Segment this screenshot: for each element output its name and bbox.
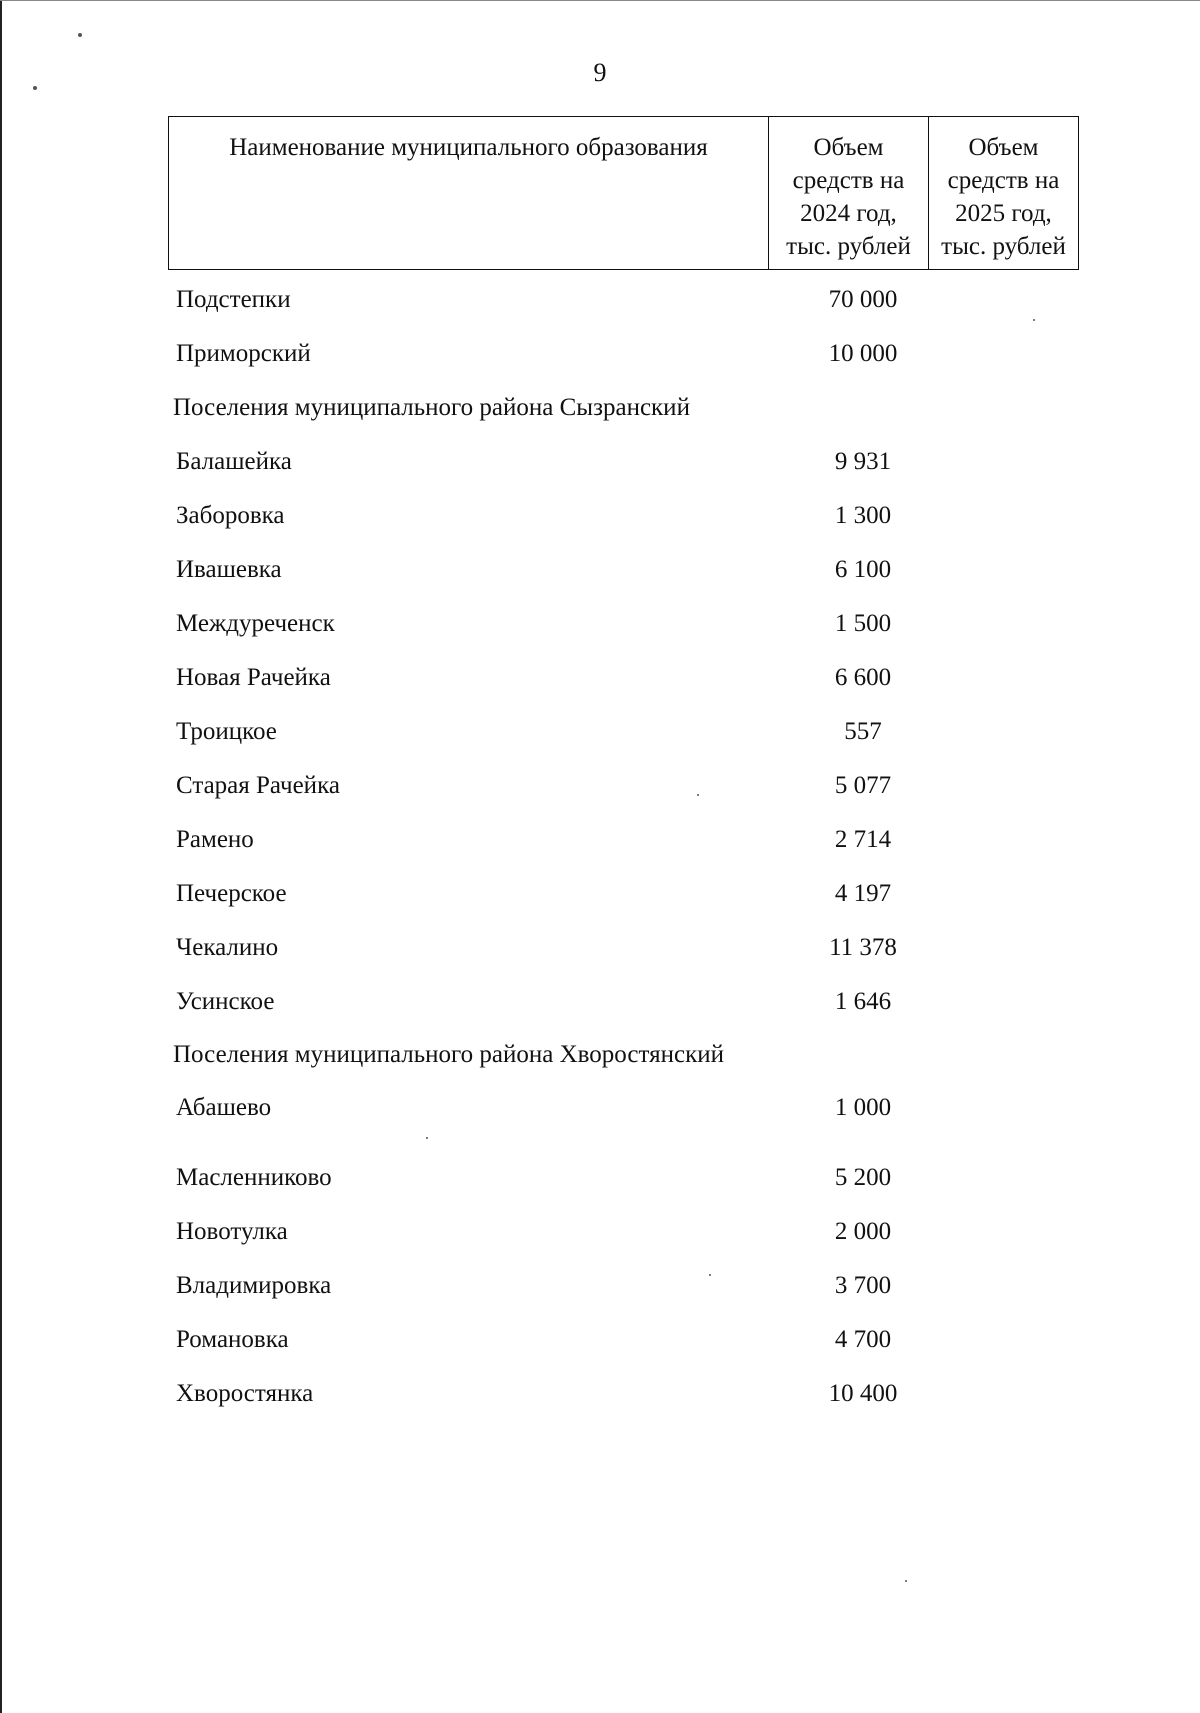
table-row — [0, 1374, 1200, 1414]
value-2024: 5 077 — [834, 772, 892, 799]
table-row — [0, 280, 1200, 320]
municipality-name: Балашейка — [176, 448, 292, 475]
municipality-name: Владимировка — [176, 1272, 332, 1299]
scan-speck — [426, 1137, 428, 1139]
value-2024: 10 000 — [828, 340, 898, 367]
value-2024: 2 000 — [834, 1218, 892, 1245]
page-top-edge — [0, 0, 1200, 1]
value-2024: 9 931 — [834, 448, 892, 475]
value-2024: 10 400 — [828, 1380, 898, 1407]
municipality-name: Романовка — [176, 1326, 289, 1353]
table-row — [0, 1212, 1200, 1252]
value-2024: 11 378 — [829, 934, 897, 961]
value-2024: 3 700 — [834, 1272, 892, 1299]
table-row — [0, 496, 1200, 536]
municipality-name: Чекалино — [176, 934, 279, 961]
municipality-name: Хворостянка — [176, 1380, 314, 1407]
municipality-name: Подстепки — [176, 286, 291, 313]
table-row — [0, 982, 1200, 1022]
table-row — [0, 442, 1200, 482]
table-row — [0, 550, 1200, 590]
table-row — [0, 712, 1200, 752]
municipality-name: Рамено — [176, 826, 254, 853]
scan-speck — [78, 33, 82, 37]
table-row — [0, 1266, 1200, 1306]
scan-speck — [709, 1274, 711, 1276]
municipality-name: Ивашевка — [176, 556, 282, 583]
value-2024: 6 100 — [834, 556, 892, 583]
table-row — [0, 1320, 1200, 1360]
municipality-name: Масленниково — [176, 1164, 332, 1191]
municipality-name: Заборовка — [176, 502, 285, 529]
municipality-name: Новотулка — [176, 1218, 288, 1245]
header-2025: Объем средств на 2025 год, тыс. рублей — [929, 117, 1079, 270]
scan-speck — [33, 86, 37, 90]
value-2024: 1 646 — [834, 988, 892, 1015]
table-row — [0, 820, 1200, 860]
scan-speck — [1033, 319, 1035, 321]
municipality-name: Приморский — [176, 340, 311, 367]
group-heading: Поселения муниципального района Хворостянский — [173, 1041, 725, 1068]
value-2024: 5 200 — [834, 1164, 892, 1191]
value-2024: 4 700 — [834, 1326, 892, 1353]
table-row — [0, 766, 1200, 806]
table-row — [0, 658, 1200, 698]
header-name: Наименование муниципального образования — [169, 117, 769, 270]
value-2024: 2 714 — [834, 826, 892, 853]
municipality-name: Печерское — [176, 880, 287, 907]
group-heading-row — [0, 1035, 1200, 1075]
municipality-name: Старая Рачейка — [176, 772, 340, 799]
table-row — [0, 874, 1200, 914]
table-row — [0, 928, 1200, 968]
municipality-name: Троицкое — [176, 718, 277, 745]
scan-speck — [905, 1580, 907, 1582]
municipality-name: Новая Рачейка — [176, 664, 331, 691]
scan-speck — [697, 794, 699, 796]
table-header — [168, 116, 1079, 270]
table-row — [0, 604, 1200, 644]
value-2024: 6 600 — [834, 664, 892, 691]
header-2024: Объем средств на 2024 год, тыс. рублей — [769, 117, 929, 270]
value-2024: 4 197 — [834, 880, 892, 907]
header-row — [169, 117, 1079, 270]
value-2024: 1 300 — [834, 502, 892, 529]
value-2024: 70 000 — [828, 286, 898, 313]
group-heading-row — [0, 388, 1200, 428]
table-row — [0, 1088, 1200, 1128]
page-number: 9 — [593, 58, 607, 87]
municipality-name: Усинское — [176, 988, 275, 1015]
value-2024: 1 500 — [834, 610, 892, 637]
value-2024: 1 000 — [834, 1094, 892, 1121]
value-2024: 557 — [844, 718, 882, 745]
group-heading: Поселения муниципального района Сызранский — [173, 394, 690, 421]
municipality-name: Междуреченск — [176, 610, 335, 637]
table-row — [0, 1158, 1200, 1198]
municipality-name: Абашево — [176, 1094, 272, 1121]
table-row — [0, 334, 1200, 374]
